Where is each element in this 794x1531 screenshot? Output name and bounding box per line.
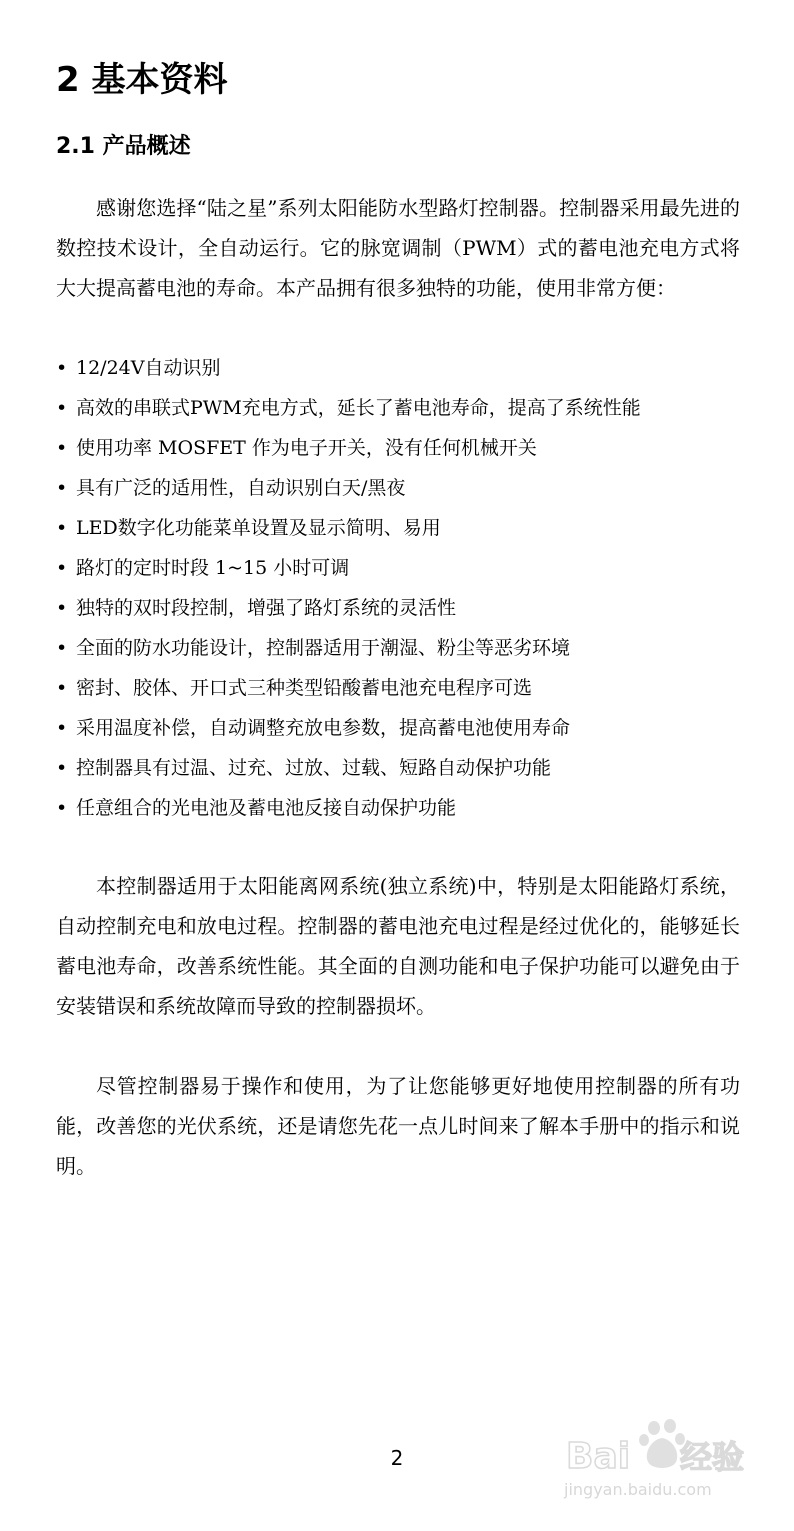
list-item — [56, 468, 746, 508]
bullet-marker: • — [56, 637, 68, 659]
list-item — [56, 348, 746, 388]
page-number: 2 — [390, 1446, 404, 1470]
bullet-marker: • — [56, 677, 68, 699]
closing-paragraph-block — [56, 1066, 740, 1186]
feature-text: 使用功率 MOSFET 作为电子开关，没有任何机械开关 — [76, 437, 537, 459]
feature-text: 全面的防水功能设计，控制器适用于潮湿、粉尘等恶劣环境 — [76, 637, 571, 659]
list-item — [56, 508, 746, 548]
bullet-marker: • — [56, 517, 68, 539]
list-item — [56, 428, 746, 468]
bullet-marker: • — [56, 437, 68, 459]
subsection-heading: 2.1 产品概述 — [56, 134, 191, 159]
bullet-marker: • — [56, 397, 68, 419]
list-item — [56, 668, 746, 708]
bullet-marker: • — [56, 477, 68, 499]
feature-text: 密封、胶体、开口式三种类型铅酸蓄电池充电程序可选 — [76, 677, 533, 699]
feature-text: 12/24V自动识别 — [76, 357, 221, 379]
feature-text: 控制器具有过温、过充、过放、过载、短路自动保护功能 — [76, 757, 552, 779]
bullet-marker: • — [56, 357, 68, 379]
feature-text: 具有广泛的适用性，自动识别白天/黑夜 — [76, 477, 406, 499]
bullet-marker: • — [56, 557, 68, 579]
bullet-marker: • — [56, 597, 68, 619]
feature-list — [56, 348, 746, 828]
list-item — [56, 588, 746, 628]
feature-text: 路灯的定时时段 1~15 小时可调 — [76, 557, 350, 579]
baidu-paw-logo-icon — [562, 1418, 758, 1478]
watermark-site-text: jingyan.baidu.com — [564, 1480, 712, 1499]
baidu-watermark — [562, 1418, 758, 1514]
intro-paragraph-block — [56, 188, 740, 308]
bullet-marker: • — [56, 797, 68, 819]
application-paragraph: 本控制器适用于太阳能离网系统(独立系统)中，特别是太阳能路灯系统，自动控制充电和放电过程。控制器的蓄电池充电过程是经过优化的，能够延长蓄电池寿命，改善系统性能。其全面的自测功能和电子保护功能可以避免由于安装错误和系统故障而导致的控制器损坏。 — [56, 874, 740, 1018]
list-item — [56, 788, 746, 828]
list-item — [56, 548, 746, 588]
bullet-marker: • — [56, 717, 68, 739]
feature-text: LED数字化功能菜单设置及显示简明、易用 — [76, 517, 441, 539]
feature-text: 采用温度补偿，自动调整充放电参数，提高蓄电池使用寿命 — [76, 717, 571, 739]
list-item — [56, 628, 746, 668]
feature-text: 任意组合的光电池及蓄电池反接自动保护功能 — [76, 797, 457, 819]
application-paragraph-block — [56, 866, 740, 1026]
list-item — [56, 748, 746, 788]
section-heading: 2 基本资料 — [56, 60, 228, 100]
closing-paragraph: 尽管控制器易于操作和使用，为了让您能够更好地使用控制器的所有功能，改善您的光伏系统，还是请您先花一点儿时间来了解本手册中的指示和说明。 — [56, 1074, 740, 1178]
feature-text: 独特的双时段控制，增强了路灯系统的灵活性 — [76, 597, 457, 619]
svg-text:Bai: Bai — [566, 1436, 631, 1477]
svg-text:经验: 经验 — [680, 1438, 745, 1476]
bullet-marker: • — [56, 757, 68, 779]
intro-paragraph: 感谢您选择“陆之星”系列太阳能防水型路灯控制器。控制器采用最先进的数控技术设计，全自动运行。它的脉宽调制（PWM）式的蓄电池充电方式将大大提高蓄电池的寿命。本产品拥有很多独特的功能，使用非常方便： — [56, 196, 740, 300]
list-item — [56, 388, 746, 428]
feature-text: 高效的串联式PWM充电方式，延长了蓄电池寿命，提高了系统性能 — [76, 397, 641, 419]
list-item — [56, 708, 746, 748]
